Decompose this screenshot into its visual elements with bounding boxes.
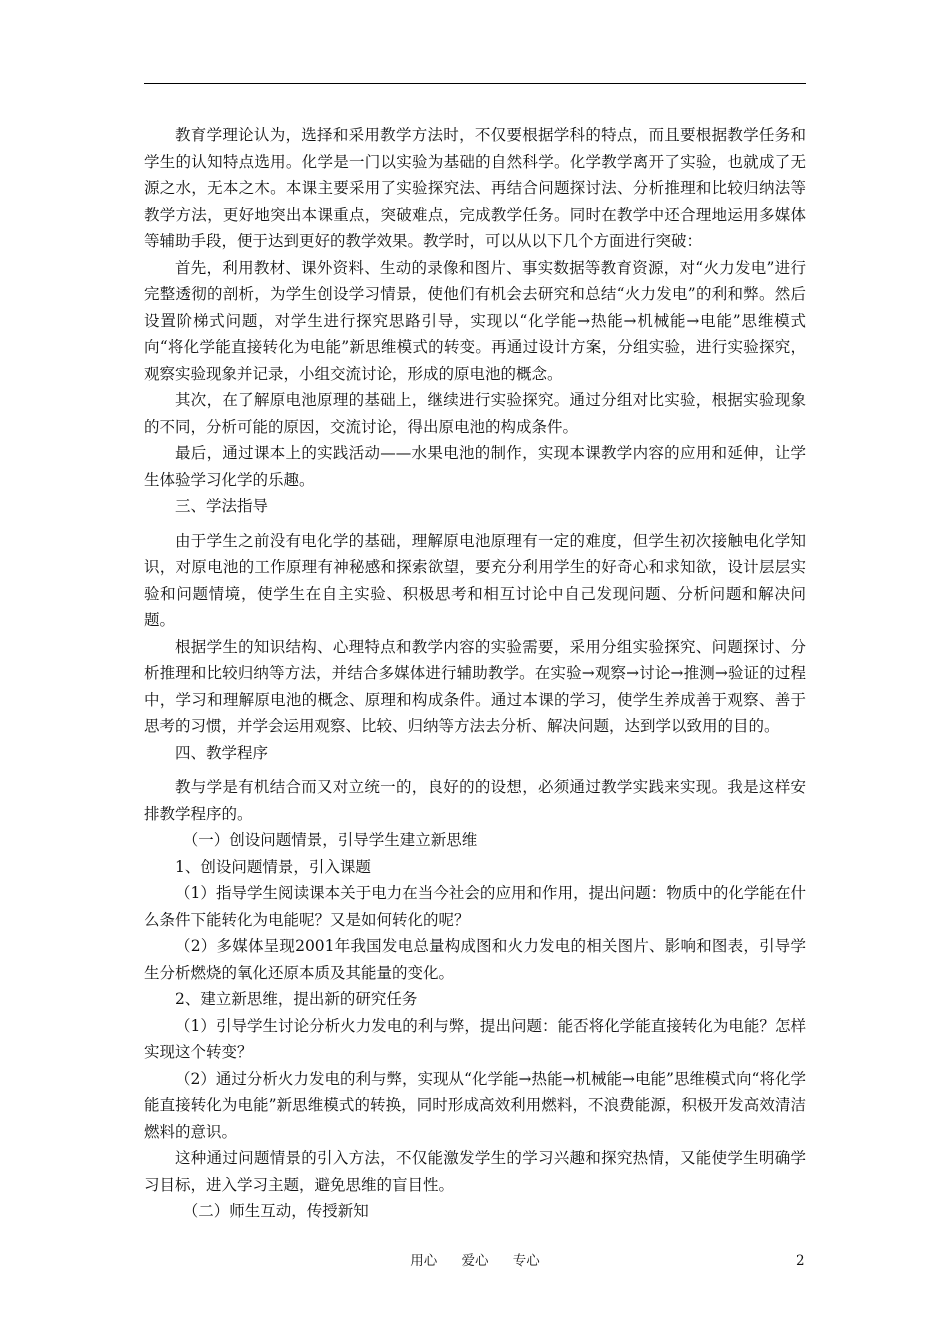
document-body — [144, 122, 806, 1225]
paragraph-procedure-intro: 教与学是有机结合而又对立统一的，良好的的设想，必须通过教学实践来实现。我是这样安排教学程序的。 — [144, 778, 806, 823]
paragraph-finally: 最后，通过课本上的实践活动——水果电池的制作，实现本课教学内容的应用和延伸，让学生体验学习化学的乐趣。 — [144, 444, 806, 489]
item-2-heading: 2、建立新思维，提出新的研究任务 — [175, 990, 418, 1008]
page-number: 2 — [796, 1253, 805, 1269]
item-2-2: （2）通过分析火力发电的利与弊，实现从“化学能→热能→机械能→电能”思维模式向“将化学能直接转化为电能”新思维模式的转换，同时形成高效利用燃料，不浪费能源，积极开发高效清洁燃料的意识。 — [144, 1069, 806, 1141]
footer-motto-word: 爱心 — [461, 1253, 489, 1269]
footer-motto — [0, 1252, 950, 1270]
subheading-create-scenario: （一）创设问题情景，引导学生建立新思维 — [182, 831, 478, 849]
item-2-1: （1）引导学生讨论分析火力发电的利与弊，提出问题：能否将化学能直接转化为电能？怎样实现这个转变？ — [144, 1016, 806, 1061]
subheading-interaction: （二）师生互动，传授新知 — [182, 1202, 369, 1220]
footer-motto-word: 专心 — [512, 1253, 540, 1269]
section-heading-teaching-procedure: 四、教学程序 — [175, 743, 269, 762]
paragraph-learning-methods: 根据学生的知识结构、心理特点和教学内容的实验需要，采用分组实验探究、问题探讨、分析推理和比较归纳等方法，并结合多媒体进行辅助教学。在实验→观察→讨论→推测→验证的过程中，学习和理解原电池的概念、原理和构成条件。通过本课的学习，使学生养成善于观察、善于思考的习惯，并学会运用观察、比较、归纳等方法去分析、解决问题，达到学以致用的目的。 — [144, 637, 806, 735]
paragraph-learning-basis: 由于学生之前没有电化学的基础，理解原电池原理有一定的难度，但学生初次接触电化学知识，对原电池的工作原理有神秘感和探索欲望，要充分利用学生的好奇心和求知欲，设计层层实验和问题情境，使学生在自主实验、积极思考和相互讨论中自己发现问题、分析问题和解决问题。 — [144, 531, 806, 629]
paragraph-teaching-methods: 教育学理论认为，选择和采用教学方法时，不仅要根据学科的特点，而且要根据教学任务和学生的认知特点选用。化学是一门以实验为基础的自然科学。化学教学离开了实验，也就成了无源之水，无本之木。本课主要采用了实验探究法、再结合问题探讨法、分析推理和比较归纳法等教学方法，更好地突出本课重点，突破难点，完成教学任务。同时在教学中还合理地运用多媒体等辅助手段，便于达到更好的教学效果。教学时，可以从以下几个方面进行突破： — [144, 126, 806, 250]
item-1-1: （1）指导学生阅读课本关于电力在当今社会的应用和作用，提出问题：物质中的化学能在什么条件下能转化为电能呢？又是如何转化的呢？ — [144, 884, 806, 929]
footer-motto-word: 用心 — [410, 1253, 438, 1269]
item-1-2: （2）多媒体呈现2001年我国发电总量构成图和火力发电的相关图片、影响和图表，引导学生分析燃烧的氧化还原本质及其能量的变化。 — [144, 937, 806, 982]
item-1-heading: 1、创设问题情景，引入课题 — [175, 857, 371, 876]
paragraph-summary: 这种通过问题情景的引入方法，不仅能激发学生的学习兴趣和探究热情，又能使学生明确学习目标，进入学习主题，避免思维的盲目性。 — [144, 1149, 806, 1194]
section-heading-learning-guide: 三、学法指导 — [175, 497, 269, 515]
paragraph-first: 首先，利用教材、课外资料、生动的录像和图片、事实数据等教育资源，对“火力发电”进行完整透彻的剖析，为学生创设学习情景，使他们有机会去研究和总结“火力发电”的利和弊。然后设置阶梯式问题，对学生进行探究思路引导，实现以“化学能→热能→机械能→电能”思维模式向“将化学能直接转化为电能”新思维模式的转变。再通过设计方案，分组实验，进行实验探究，观察实验现象并记录，小组交流讨论，形成的原电池的概念。 — [144, 258, 806, 383]
header-rule — [144, 83, 806, 84]
paragraph-second: 其次，在了解原电池原理的基础上，继续进行实验探究。通过分组对比实验，根据实验现象的不同，分析可能的原因，交流讨论，得出原电池的构成条件。 — [144, 391, 806, 436]
